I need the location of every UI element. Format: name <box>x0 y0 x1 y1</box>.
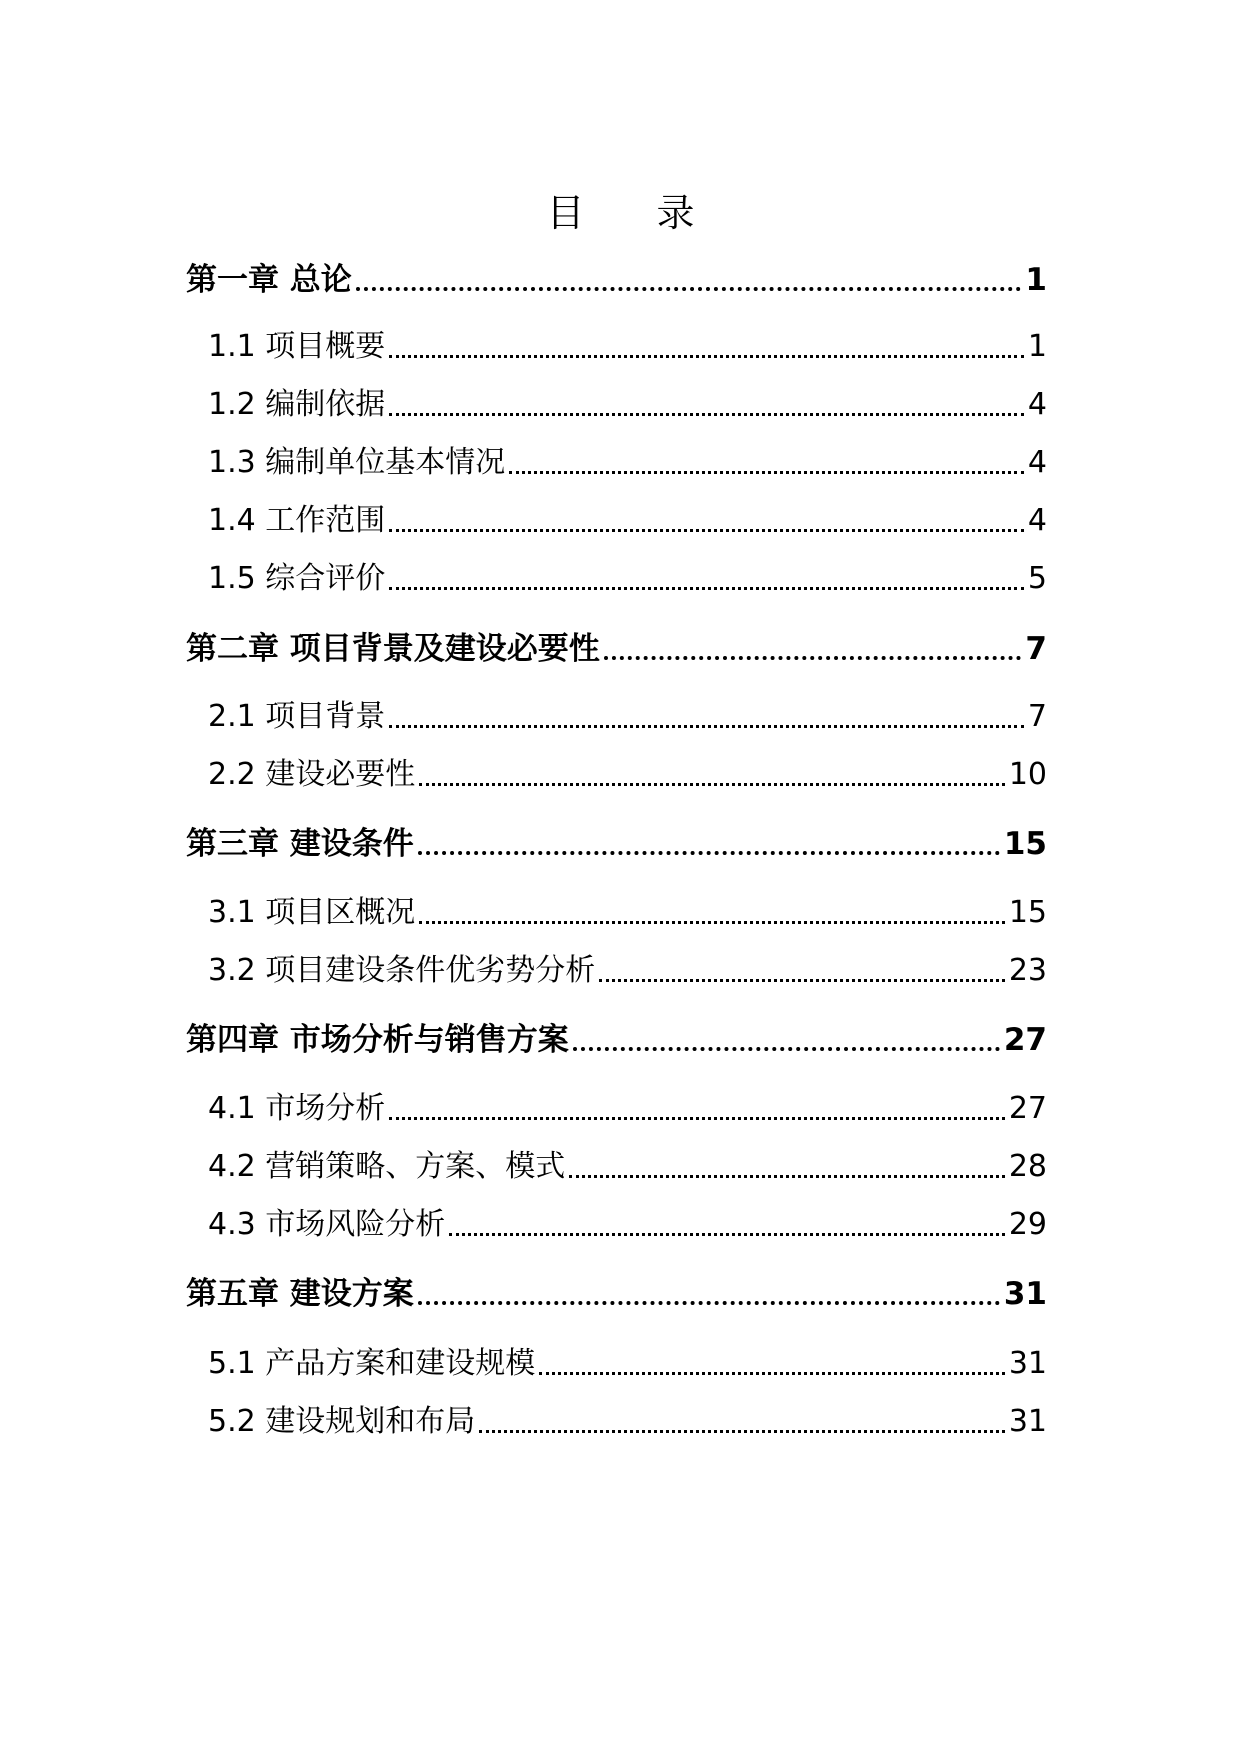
toc-entry-page: 7 <box>1027 699 1047 734</box>
toc-entry-page: 4 <box>1027 445 1047 480</box>
toc-entry-label: 4.3 市场风险分析 <box>208 1207 446 1242</box>
toc-entry-page: 31 <box>1003 1276 1047 1312</box>
toc-entry-page: 1 <box>1027 329 1047 364</box>
toc-leader-dots <box>418 851 1000 855</box>
toc-entry-section-1-3[interactable] <box>208 439 1047 483</box>
toc-entry-label: 2.1 项目背景 <box>208 699 386 734</box>
toc-entry-label: 1.2 编制依据 <box>208 387 386 422</box>
toc-entry-label: 1.1 项目概要 <box>208 329 386 364</box>
toc-entry-chapter-4[interactable] <box>186 1016 1047 1060</box>
toc-entry-section-2-2[interactable] <box>208 751 1047 795</box>
toc-entry-label: 4.2 营销策略、方案、模式 <box>208 1149 566 1184</box>
toc-leader-dots <box>479 1430 1005 1433</box>
toc-leader-dots <box>449 1233 1005 1236</box>
toc-entry-page: 7 <box>1025 631 1047 667</box>
toc-entry-label: 第二章 项目背景及建设必要性 <box>186 631 600 667</box>
toc-entry-chapter-3[interactable] <box>186 820 1047 864</box>
toc-entry-page: 31 <box>1008 1346 1047 1381</box>
toc-leader-dots <box>539 1372 1005 1375</box>
toc-entry-section-1-5[interactable] <box>208 555 1047 599</box>
toc-leader-dots <box>604 656 1022 660</box>
toc-entry-page: 27 <box>1003 1022 1047 1058</box>
toc-title: 目 录 <box>546 191 725 235</box>
toc-entry-section-5-1[interactable] <box>208 1340 1047 1384</box>
toc-entry-page: 5 <box>1027 561 1047 596</box>
toc-entry-label: 第一章 总论 <box>186 262 352 298</box>
toc-leader-dots <box>389 587 1024 590</box>
toc-entry-label: 5.1 产品方案和建设规模 <box>208 1346 536 1381</box>
toc-entry-label: 3.2 项目建设条件优劣势分析 <box>208 953 596 988</box>
toc-leader-dots <box>389 413 1024 416</box>
toc-entry-section-2-1[interactable] <box>208 693 1047 737</box>
toc-entry-label: 3.1 项目区概况 <box>208 895 416 930</box>
toc-entry-page: 10 <box>1008 757 1047 792</box>
toc-entry-label: 1.4 工作范围 <box>208 503 386 538</box>
toc-entry-section-4-2[interactable] <box>208 1143 1047 1187</box>
toc-leader-dots <box>418 1301 1000 1305</box>
toc-entry-section-1-2[interactable] <box>208 381 1047 425</box>
toc-entry-label: 5.2 建设规划和布局 <box>208 1404 476 1439</box>
toc-leader-dots <box>599 979 1005 982</box>
toc-entry-chapter-2[interactable] <box>186 625 1047 669</box>
toc-leader-dots <box>419 783 1005 786</box>
toc-entry-label: 1.3 编制单位基本情况 <box>208 445 506 480</box>
toc-entry-section-5-2[interactable] <box>208 1398 1047 1442</box>
toc-leader-dots <box>569 1175 1005 1178</box>
toc-leader-dots <box>389 725 1024 728</box>
toc-leader-dots <box>573 1047 1000 1051</box>
toc-entry-section-1-1[interactable] <box>208 323 1047 367</box>
toc-entry-section-4-3[interactable] <box>208 1201 1047 1245</box>
toc-entry-section-1-4[interactable] <box>208 497 1047 541</box>
toc-leader-dots <box>509 471 1024 474</box>
toc-entry-page: 23 <box>1008 953 1047 988</box>
toc-entry-label: 第四章 市场分析与销售方案 <box>186 1022 569 1058</box>
toc-entry-chapter-5[interactable] <box>186 1270 1047 1314</box>
toc-entry-section-3-1[interactable] <box>208 889 1047 933</box>
toc-leader-dots <box>389 355 1024 358</box>
toc-entry-page: 27 <box>1008 1091 1047 1126</box>
toc-leader-dots <box>389 529 1024 532</box>
toc-leader-dots <box>356 287 1022 291</box>
toc-entry-page: 4 <box>1027 503 1047 538</box>
toc-entry-label: 2.2 建设必要性 <box>208 757 416 792</box>
toc-entry-chapter-1[interactable] <box>186 256 1047 300</box>
toc-entry-section-4-1[interactable] <box>208 1085 1047 1129</box>
toc-entry-label: 第五章 建设方案 <box>186 1276 414 1312</box>
toc-entry-page: 1 <box>1025 262 1047 298</box>
toc-entry-label: 1.5 综合评价 <box>208 561 386 596</box>
toc-leader-dots <box>389 1117 1005 1120</box>
toc-entry-page: 4 <box>1027 387 1047 422</box>
toc-entry-page: 15 <box>1003 826 1047 862</box>
toc-entry-section-3-2[interactable] <box>208 947 1047 991</box>
toc-entry-page: 29 <box>1008 1207 1047 1242</box>
toc-entry-page: 15 <box>1008 895 1047 930</box>
toc-entry-label: 第三章 建设条件 <box>186 826 414 862</box>
toc-entry-label: 4.1 市场分析 <box>208 1091 386 1126</box>
toc-leader-dots <box>419 921 1005 924</box>
toc-entry-page: 28 <box>1008 1149 1047 1184</box>
toc-entry-page: 31 <box>1008 1404 1047 1439</box>
